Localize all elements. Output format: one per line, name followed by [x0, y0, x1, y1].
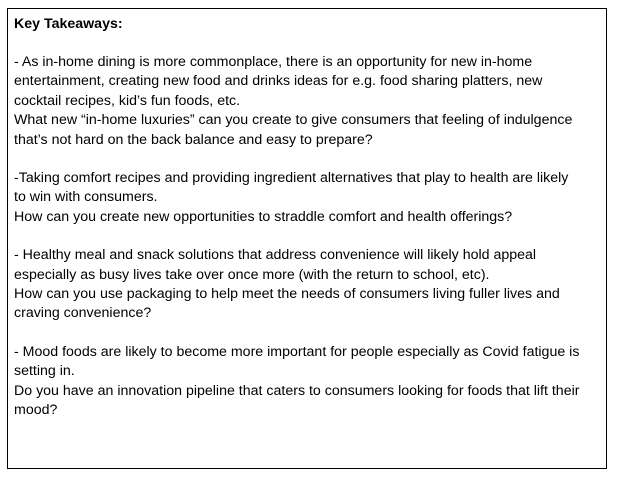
takeaway-paragraph-4 [14, 343, 600, 421]
text-line: to win with consumers. [14, 189, 158, 206]
text-line: setting in. [14, 363, 75, 380]
text-line: craving convenience? [14, 305, 152, 322]
text-line: How can you use packaging to help meet the needs of consumers living fuller lives and [14, 286, 560, 303]
spacer [14, 34, 600, 53]
text-line: especially as busy lives take over once more (with the return to school, etc). [14, 266, 490, 283]
text-line: - As in-home dining is more commonplace, there is an opportunity for new in-home [14, 54, 533, 70]
text-line: mood? [14, 402, 58, 419]
takeaway-paragraph-1 [14, 53, 600, 150]
text-line: entertainment, creating new food and drinks ideas for e.g. food sharing platters, new [14, 73, 543, 90]
box-title: Key Takeaways: [14, 16, 123, 32]
key-takeaways-box [7, 8, 607, 469]
spacer [14, 227, 600, 246]
text-line: - Mood foods are likely to become more important for people especially as Covid fatigue is [14, 343, 580, 360]
spacer [14, 150, 600, 169]
spacer [14, 324, 600, 343]
text-line: cocktail recipes, kid’s fun foods, etc. [14, 92, 241, 109]
text-line: How can you create new opportunities to straddle comfort and health offerings? [14, 208, 513, 225]
takeaway-paragraph-2 [14, 169, 600, 227]
text-line: -Taking comfort recipes and providing ingredient alternatives that play to health are likely [14, 170, 569, 187]
takeaway-paragraph-3 [14, 246, 600, 324]
text-line: What new “in-home luxuries” can you create to give consumers that feeling of indulgence [14, 112, 573, 129]
text-line: that’s not hard on the back balance and easy to prepare? [14, 131, 373, 148]
text-line: Do you have an innovation pipeline that caters to consumers looking for foods that lift their [14, 382, 580, 399]
text-line: - Healthy meal and snack solutions that address convenience will likely hold appeal [14, 247, 537, 264]
